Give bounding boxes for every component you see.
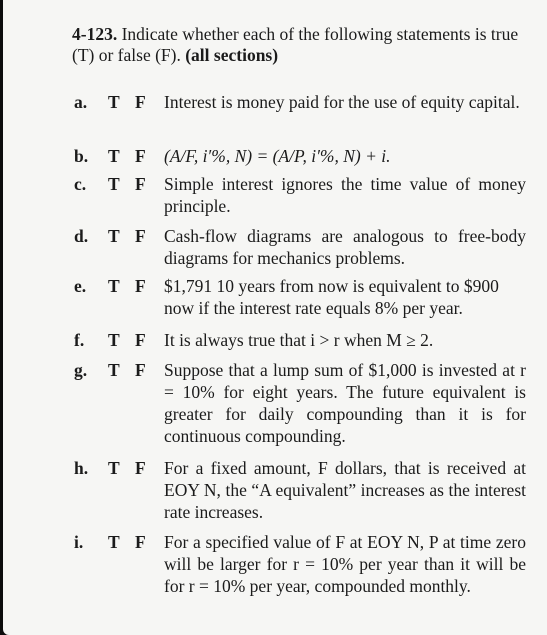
item-letter: g.	[74, 360, 88, 380]
true-option: T	[108, 174, 120, 194]
false-option: F	[135, 360, 146, 380]
item-text: Cash-flow diagrams are analogous to free-body diagrams for mechanics problems.	[164, 226, 526, 268]
true-option: T	[108, 92, 120, 112]
true-false-choices	[108, 359, 162, 381]
true-false-choices	[108, 531, 162, 553]
false-option: F	[135, 92, 146, 112]
true-option: T	[108, 360, 120, 380]
item-text: It is always true that i > r when M ≥ 2.	[164, 330, 434, 350]
true-false-choices	[108, 457, 162, 479]
item-letter: e.	[74, 276, 87, 296]
item-text: For a fixed amount, F dollars, that is received at EOY N, the “A equivalent” increases as the interest rate increases.	[164, 458, 526, 522]
problem-header	[72, 24, 534, 66]
false-option: F	[135, 226, 146, 246]
item-text: Interest is money paid for the use of equity capital.	[164, 92, 520, 112]
problem-sections-tag: (all sections)	[185, 45, 279, 65]
false-option: F	[135, 276, 146, 296]
item-letter: i.	[74, 532, 84, 552]
false-option: F	[135, 458, 146, 478]
false-option: F	[135, 174, 146, 194]
item-text: Suppose that a lump sum of $1,000 is invested at r = 10% for eight years. The future equivalent is greater for daily compounding than it is for continuous compounding.	[164, 360, 526, 446]
item-letter: b.	[74, 146, 89, 166]
item-text: (A/F, i′%, N) = (A/P, i′%, N) + i.	[164, 146, 391, 166]
item-letter: a.	[74, 92, 88, 112]
true-option: T	[108, 330, 120, 350]
true-false-choices	[108, 145, 162, 167]
true-option: T	[108, 146, 120, 166]
item-letter: h.	[74, 458, 89, 478]
true-false-choices	[108, 329, 162, 351]
item-text: $1,791 10 years from now is equivalent to $900 now if the interest rate equals 8% per year.	[164, 276, 499, 318]
item-letter: f.	[74, 330, 85, 350]
true-option: T	[108, 458, 120, 478]
false-option: F	[135, 532, 146, 552]
false-option: F	[135, 146, 146, 166]
true-option: T	[108, 276, 120, 296]
true-option: T	[108, 226, 120, 246]
true-false-choices	[108, 225, 162, 247]
true-false-choices	[108, 275, 162, 297]
problem-number: 4-123.	[72, 24, 118, 44]
textbook-page	[3, 0, 547, 635]
item-letter: c.	[74, 174, 87, 194]
true-option: T	[108, 532, 120, 552]
problem-statement: Indicate whether each of the following statements is true (T) or false (F).	[72, 24, 519, 65]
item-text: For a specified value of F at EOY N, P at time zero will be larger for r = 10% per year than it will be for r = 10% per year, compounded monthly.	[164, 532, 526, 596]
item-letter: d.	[74, 226, 89, 246]
false-option: F	[135, 330, 146, 350]
true-false-choices	[108, 173, 162, 195]
item-text: Simple interest ignores the time value of money principle.	[164, 174, 526, 216]
true-false-choices	[108, 91, 162, 113]
